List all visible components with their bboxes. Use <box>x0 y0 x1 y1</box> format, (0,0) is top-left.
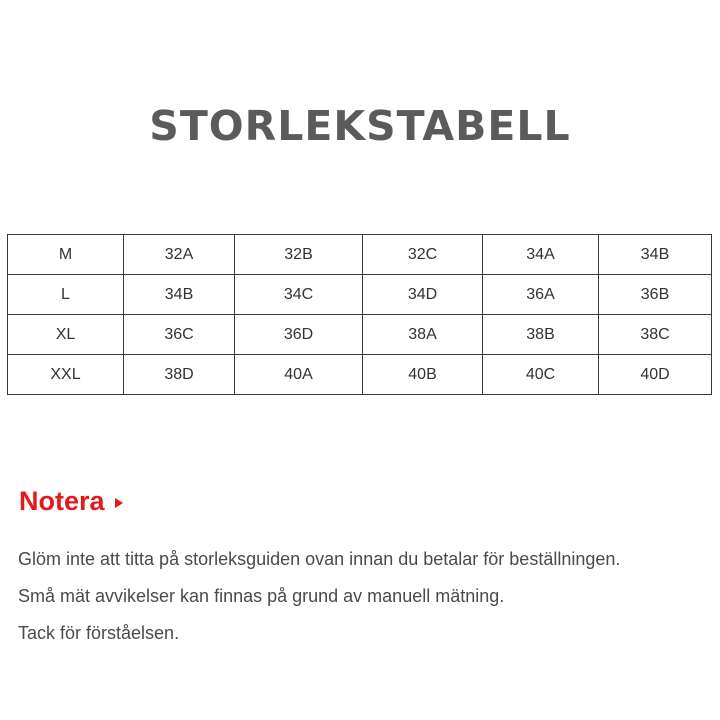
table-cell: 40D <box>599 355 712 395</box>
table-cell: 40A <box>235 355 363 395</box>
table-cell: 32C <box>363 235 483 275</box>
note-text <box>18 541 718 652</box>
size-table <box>7 234 712 395</box>
table-cell: 32B <box>235 235 363 275</box>
table-cell: 36C <box>124 315 235 355</box>
table-cell: 34D <box>363 275 483 315</box>
table-row <box>8 235 712 275</box>
size-label-cell: XXL <box>8 355 124 395</box>
table-cell: 34B <box>599 235 712 275</box>
note-line: Glöm inte att titta på storleksguiden ovan innan du betalar för beställningen. <box>18 549 621 569</box>
size-label-cell: L <box>8 275 124 315</box>
table-row <box>8 315 712 355</box>
table-cell: 34C <box>235 275 363 315</box>
table-row <box>8 275 712 315</box>
table-row <box>8 355 712 395</box>
table-cell: 36B <box>599 275 712 315</box>
table-cell: 36A <box>483 275 599 315</box>
size-label-cell: XL <box>8 315 124 355</box>
table-cell: 38C <box>599 315 712 355</box>
table-cell: 38D <box>124 355 235 395</box>
table-cell: 40B <box>363 355 483 395</box>
table-cell: 34A <box>483 235 599 275</box>
triangle-right-icon <box>115 498 123 508</box>
table-cell: 40C <box>483 355 599 395</box>
note-heading <box>19 484 123 518</box>
note-line: Små mät avvikelser kan finnas på grund av manuell mätning. <box>18 586 505 606</box>
table-cell: 32A <box>124 235 235 275</box>
size-label-cell: M <box>8 235 124 275</box>
table-cell: 38B <box>483 315 599 355</box>
table-cell: 38A <box>363 315 483 355</box>
table-cell: 36D <box>235 315 363 355</box>
page-title: STORLEKSTABELL <box>149 102 571 150</box>
note-title: Notera <box>19 485 105 516</box>
table-cell: 34B <box>124 275 235 315</box>
note-line: Tack för förståelsen. <box>18 623 180 643</box>
